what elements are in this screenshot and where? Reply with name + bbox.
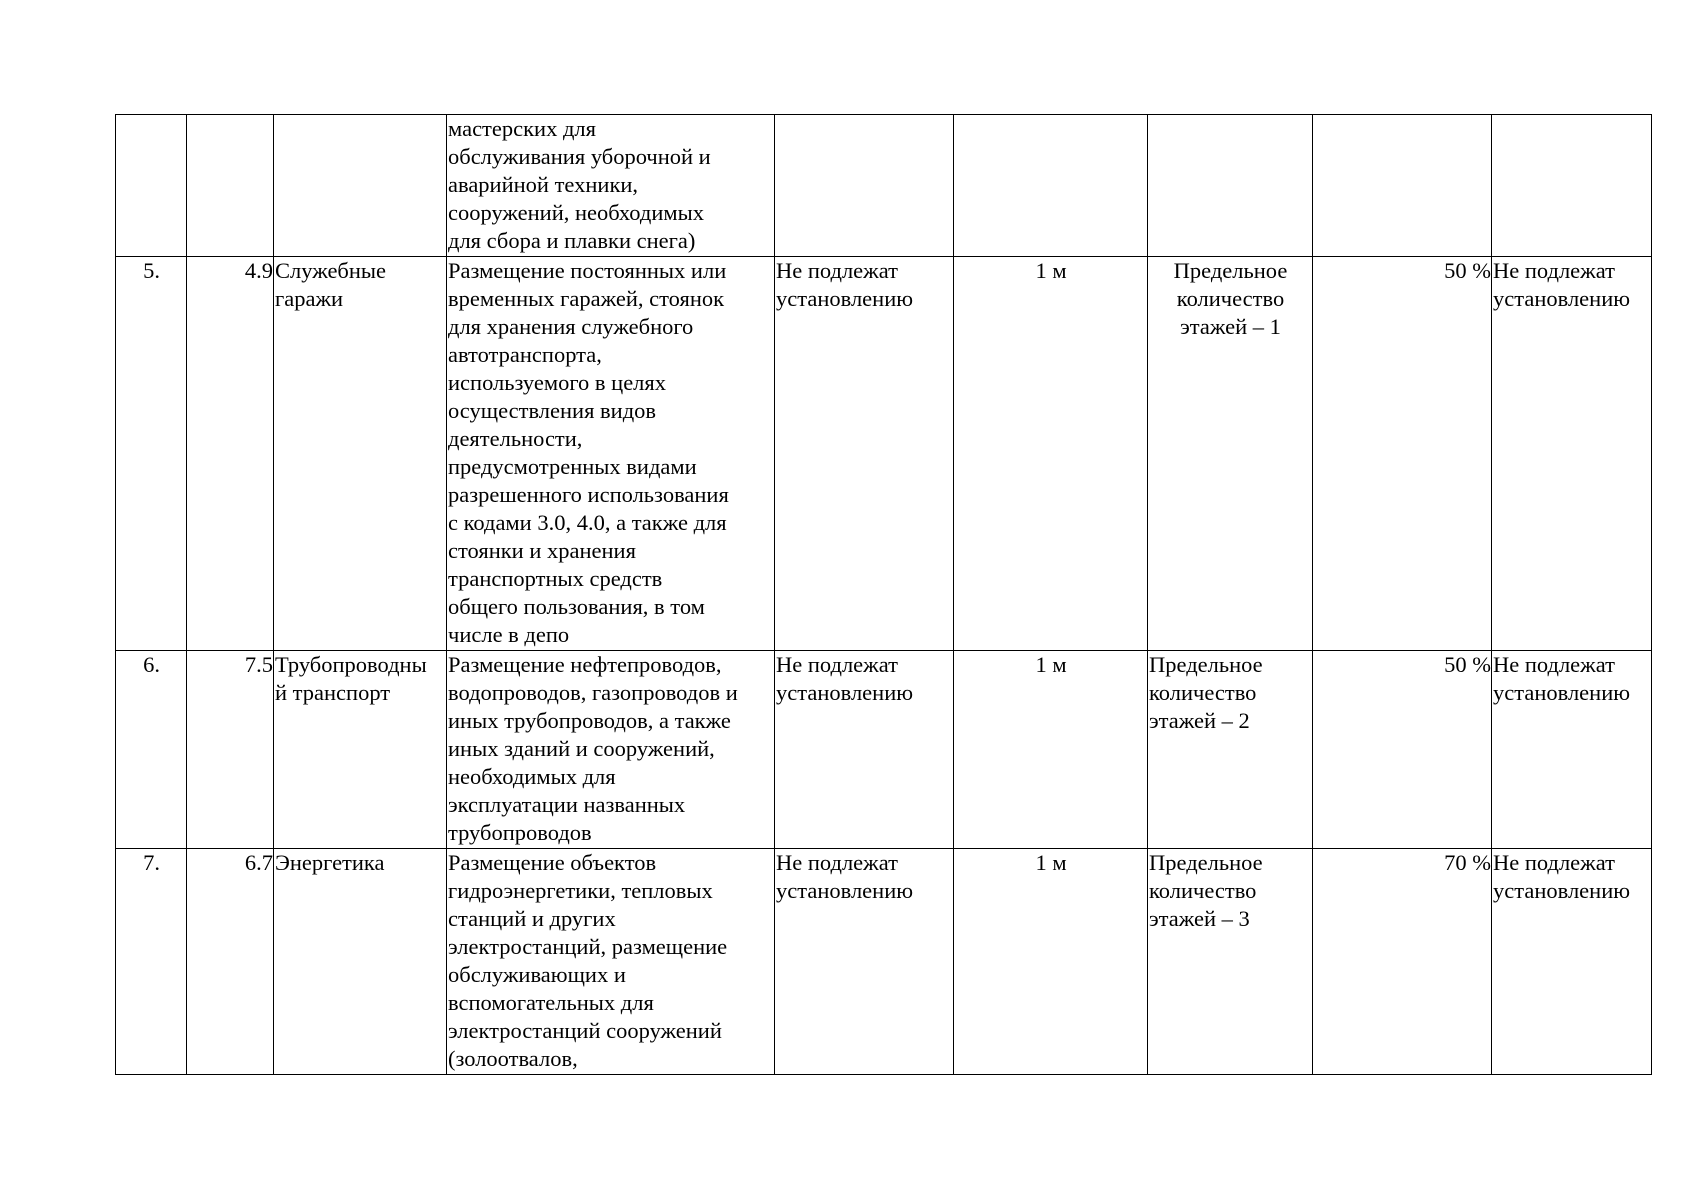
cell-number: 7.: [116, 849, 187, 1075]
cell-number: 5.: [116, 257, 187, 651]
cell-setback: [954, 115, 1148, 257]
cell-area: [775, 115, 954, 257]
cell-other: Не подлежат установлению: [1492, 849, 1652, 1075]
cell-code: 7.5: [187, 651, 274, 849]
cell-coverage: 50 %: [1313, 257, 1492, 651]
table-row: [116, 257, 1652, 651]
cell-other: Не подлежат установлению: [1492, 651, 1652, 849]
cell-setback: 1 м: [954, 651, 1148, 849]
cell-setback: 1 м: [954, 257, 1148, 651]
cell-number: 6.: [116, 651, 187, 849]
cell-floors: Предельное количество этажей – 3: [1148, 849, 1313, 1075]
cell-number: [116, 115, 187, 257]
cell-description: Размещение объектов гидроэнергетики, тепловых станций и других электростанций, размещение обслуживающих и вспомогательных для электростанций сооружений (золоотвалов,: [447, 849, 775, 1075]
cell-name: Энергетика: [274, 849, 447, 1075]
cell-floors: Предельное количество этажей – 1: [1148, 257, 1313, 651]
cell-area: Не подлежат установлению: [775, 849, 954, 1075]
cell-name: [274, 115, 447, 257]
land-use-regulations-table: [115, 114, 1652, 1075]
cell-other: [1492, 115, 1652, 257]
cell-name: Трубопроводны й транспорт: [274, 651, 447, 849]
cell-area: Не подлежат установлению: [775, 651, 954, 849]
cell-description: Размещение нефтепроводов, водопроводов, газопроводов и иных трубопроводов, а также иных зданий и сооружений, необходимых для эксплуатации названных трубопроводов: [447, 651, 775, 849]
cell-description: Размещение постоянных или временных гаражей, стоянок для хранения служебного автотранспорта, используемого в целях осуществления видов деятельности, предусмотренных видами разрешенного использования с кодами 3.0, 4.0, а также для стоянки и хранения транспортных средств общего пользования, в том числе в депо: [447, 257, 775, 651]
cell-description: мастерских для обслуживания уборочной и аварийной техники, сооружений, необходимых для сбора и плавки снега): [447, 115, 775, 257]
cell-area: Не подлежат установлению: [775, 257, 954, 651]
cell-other: Не подлежат установлению: [1492, 257, 1652, 651]
cell-coverage: 50 %: [1313, 651, 1492, 849]
cell-name: Служебные гаражи: [274, 257, 447, 651]
cell-code: [187, 115, 274, 257]
cell-code: 6.7: [187, 849, 274, 1075]
table-row: [116, 651, 1652, 849]
cell-code: 4.9: [187, 257, 274, 651]
cell-coverage: [1313, 115, 1492, 257]
cell-coverage: 70 %: [1313, 849, 1492, 1075]
cell-setback: 1 м: [954, 849, 1148, 1075]
table-row-continuation: [116, 115, 1652, 257]
cell-floors: [1148, 115, 1313, 257]
cell-floors: Предельное количество этажей – 2: [1148, 651, 1313, 849]
table-row: [116, 849, 1652, 1075]
